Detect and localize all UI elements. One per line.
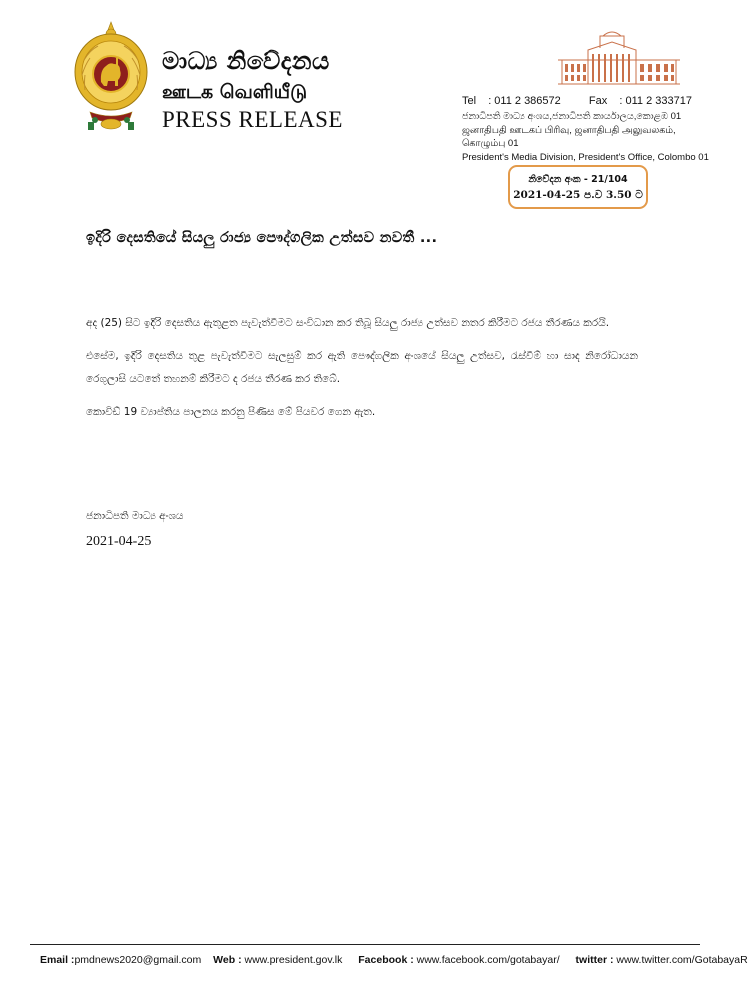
signature-block: [86, 506, 183, 552]
state-emblem-icon: [70, 20, 152, 132]
twitter-label: twitter :: [575, 954, 614, 966]
reference-number: නිවේදන අංක - 21/104: [528, 174, 628, 185]
masthead: [162, 46, 343, 134]
phone-fax-line: [462, 94, 720, 109]
address-sinhala: ජනාධිපති මාධ්‍ය අංශය,ජනාධිපති කාර්යාලය,කොළඹ 01: [462, 111, 682, 122]
footer-divider: [30, 944, 700, 945]
masthead-tamil: ஊடக வெளியீடு: [162, 81, 308, 103]
tel-label: Tel: [462, 95, 477, 107]
body-text: [86, 312, 638, 434]
signature-office: ජනාධිපති මාධ්‍ය අංශය: [86, 510, 184, 522]
paragraph-1: අද (25) සිට ඉදිරි දෙසතිය ඇතුළත පැවැත්වීමට සංවිධාන කර තිබූ සියලු රාජ්‍ය උත්සව නතර කිරීමට රජය තීරණය කරයි.: [86, 317, 610, 329]
signature-date: 2021-04-25: [86, 534, 152, 549]
tel-value: : 011 2 386572: [488, 95, 561, 107]
masthead-sinhala: මාධ්‍ය නිවේදනය: [162, 47, 330, 75]
fax-label: Fax: [588, 95, 608, 107]
web-link[interactable]: www.president.gov.lk: [244, 954, 343, 966]
contact-block: [462, 94, 720, 164]
masthead-english: PRESS RELEASE: [162, 107, 343, 132]
address-english: President's Media Division, President's Office, Colombo 01: [462, 151, 709, 163]
email-link[interactable]: pmdnews2020@gmail.com: [74, 954, 202, 966]
paragraph-3: කොවිඩ් 19 ව්‍යාප්තිය පාලනය කරනු පිණිස මේ පියවර ගෙන ඇත.: [86, 406, 376, 418]
reference-datetime: 2021-04-25 ප.ව 3.50 ට: [513, 189, 643, 201]
headline: ඉදිරි දෙසතියේ සියලු රාජ්‍ය පෞද්ගලික උත්සව නවතී ...: [86, 230, 438, 246]
twitter-link[interactable]: www.twitter.com/GotabayaR: [616, 954, 748, 966]
fax-value: : 011 2 333717: [619, 95, 692, 107]
address-tamil: ஜனாதிபதி ஊடகப் பிரிவு, ஜனாதிபதி அலுவலகம், கொழும்பு 01: [462, 124, 676, 149]
footer: [40, 954, 748, 966]
email-label: Email :: [40, 954, 75, 966]
reference-box: [508, 165, 648, 209]
paragraph-2: එසේම, ඉදිරි දෙසතිය තුළ පැවැත්වීමට සැලසුම් කර ඇති පෞද්ගලික අංශයේ සියලු උත්සව, රැස්වීම් හා සාද නිරෝධායන රෙගුලාසි යටතේ තහනම් කිරීමට ද රජය තීරණ කර තිබේ.: [86, 350, 638, 385]
facebook-link[interactable]: www.facebook.com/gotabayar/: [416, 954, 560, 966]
facebook-label: Facebook :: [358, 954, 414, 966]
building-illustration-icon: [548, 26, 690, 88]
web-label: Web :: [213, 954, 242, 966]
